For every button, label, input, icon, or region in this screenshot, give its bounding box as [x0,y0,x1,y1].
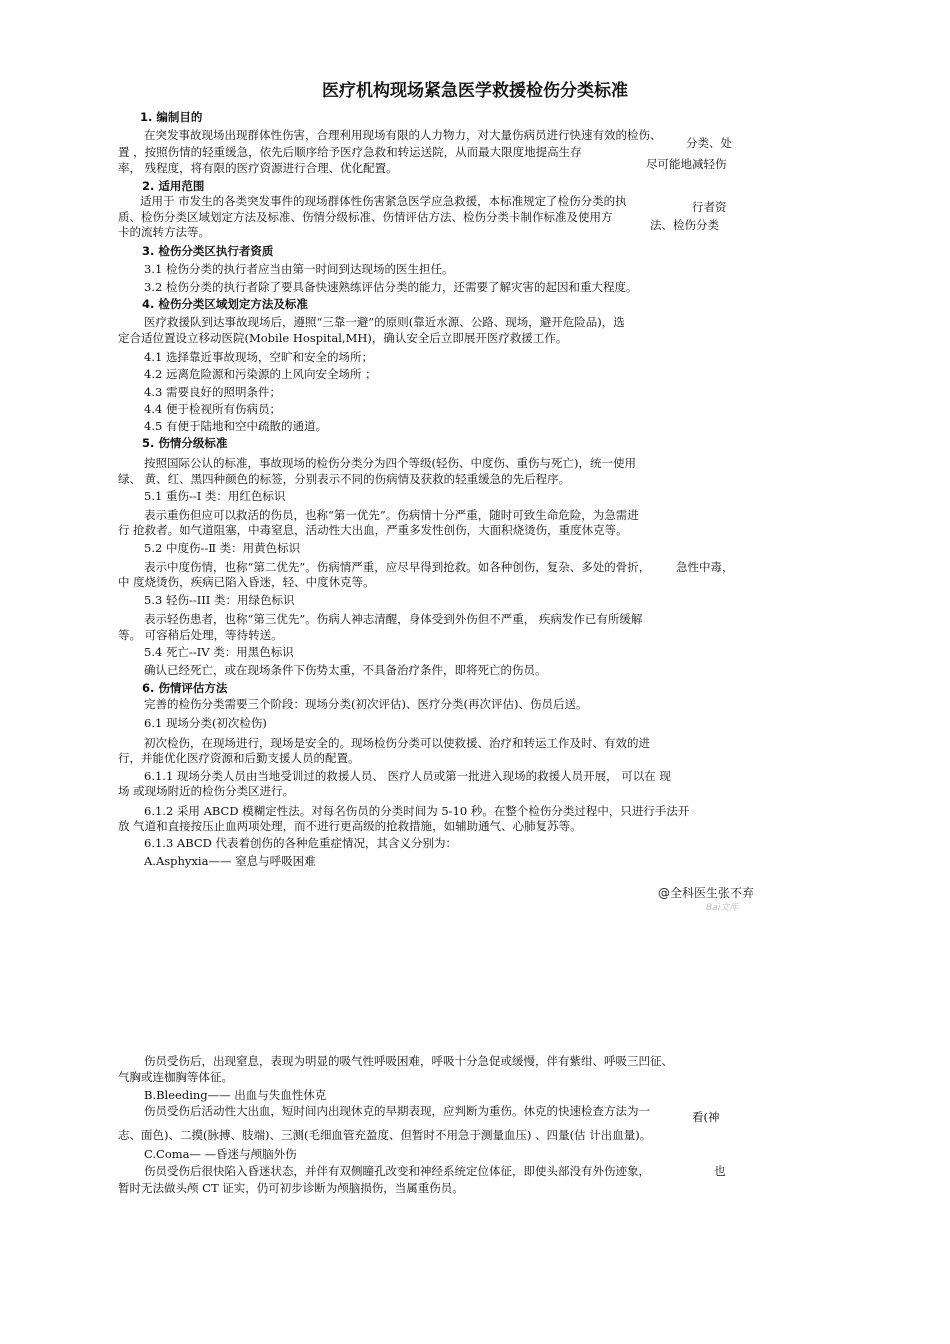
text-line: 4.4 便于检视所有伤病员； [144,402,281,416]
text-line: C.Coma— —昏迷与颅脑外伤 [144,1147,297,1161]
text-fragment: 尽可能地减轻伤 [646,157,727,171]
text-line: 6.1 现场分类(初次检伤) [144,716,267,730]
heading-1: 1. 编制目的 [140,110,203,124]
text-line: 等。 可容稍后处理，等待转送。 [118,628,283,642]
text-line: 气胸或连枷胸等体征。 [118,1070,233,1084]
text-line: 放 气道和直接按压止血两项处理，而不进行更高级的抢救措施，如辅助通气、心肺复苏等。 [118,819,582,833]
text-line: 质、检伤分类区域划定方法及标准、伤情分级标准、伤情评估方法、检伤分类卡制作标准及使用方 [118,210,613,224]
text-line: 6.1.1 现场分类人员由当地受训过的救援人员、 医疗人员或第一批进入现场的救援人员开展， 可以在 现 [144,769,671,783]
text-line: 5.2 中度伤--Ⅱ 类：用黄色标识 [144,541,301,555]
document-title: 医疗机构现场紧急医学救援检伤分类标准 [322,81,628,101]
author-watermark: @全科医生张不弃 [658,886,755,900]
text-line: 在突发事故现场出现群体性伤害，合理利用现场有限的人力物力，对大量伤病员进行快速有效的检伤、 [144,128,662,142]
text-line: 初次检伤，在现场进行，现场是安全的。现场检伤分类可以使救援、治疗和转运工作及时、有效的进 [144,736,650,750]
text-line: 4.3 需要良好的照明条件； [144,385,281,399]
text-fragment: 也 [714,1164,726,1178]
heading-3: 3. 检伤分类区执行者资质 [142,244,274,258]
text-line: 表示中度伤情，也称“第二优先”。伤病情严重，应尽早得到抢救。如各种创伤，复杂、多处的骨折， [144,560,651,574]
text-fragment: 法、检伤分类 [650,218,719,232]
text-line: B.Bleeding—— 出血与失血性休克 [144,1088,327,1102]
text-fragment: 行者资 [692,200,727,214]
text-line: 场 或现场附近的检伤分类区进行。 [118,784,295,798]
text-line: 表示重伤但应可以救活的伤员，也称“第一优先”。伤病情十分严重，随时可致生命危险，为急需进 [144,508,639,522]
text-line: 置 ，按照伤情的轻重缓急，依先后顺序给予医疗急救和转运送院，从而最大限度地提高生存 [118,145,582,159]
text-line: 5.3 轻伤--III 类：用绿色标识 [144,593,295,607]
text-line: 5.1 重伤--I 类：用红色标识 [144,489,286,503]
text-line: 确认已经死亡，或在现场条件下伤势太重，不具备治疗条件，即将死亡的伤员。 [144,663,547,677]
text-line: 率， 残程度，将有限的医疗资源进行合理、优化配置。 [118,161,398,175]
text-line: 表示轻伤患者，也称“第三优先”。伤病人神志清醒，身体受到外伤但不严重， 疾病发作已有所缓解 [144,612,643,626]
text-line: 暂时无法做头颅 CT 证实，仍可初步诊断为颅脑损伤，当属重伤员。 [118,1181,464,1195]
text-line: 中 度烧烫伤，疾病已陷入昏迷，轻、中度休克等。 [118,575,375,589]
heading-6: 6. 伤情评估方法 [142,681,228,695]
text-line: 4.1 选择靠近事故现场，空旷和安全的场所； [144,350,373,364]
text-line: 6.1.2 采用 ABCD 模糊定性法。对每名伤员的分类时间为 5-10 秒。在整个检伤分类过程中，只进行手法开 [144,804,690,818]
text-line: 5.4 死亡--IV 类：用黑色标识 [144,645,294,659]
text-line: 医疗救援队到达事故现场后，遵照“三靠一避”的原则(靠近水源、公路、现场，避开危险品)，选 [144,315,625,329]
text-line: 适用于 市发生的各类突发事件的现场群体性伤害紧急医学应急救援，本标准规定了检伤分类的执 [140,194,627,208]
text-line: 志、面色)、二摸(脉搏、肢端)、三测(毛细血管充盈度、但暂时不用急于测量血压) 、四量(估 计出血量)。 [118,1128,652,1142]
text-line: 3.2 检伤分类的执行者除了要具备快速熟练评估分类的能力，还需要了解灾害的起因和重大程度。 [144,280,638,294]
text-line: A.Asphyxia—— 窒息与呼吸困难 [144,854,316,868]
text-line: 4.5 有便于陆地和空中疏散的通道。 [144,419,327,433]
text-fragment: 看(神 [692,1110,720,1124]
heading-5: 5. 伤情分级标准 [142,436,228,450]
text-line: 按照国际公认的标准，事故现场的检伤分类分为四个等级(轻伤、中度伤、重伤与死亡)，统一使用 [144,456,636,470]
text-line: 6.1.3 ABCD 代表着创伤的各种危重症情况，其含义分别为： [144,836,458,850]
text-fragment: 分类、处 [686,136,732,150]
text-fragment: 急性中毒， [676,560,734,574]
text-line: 完善的检伤分类需要三个阶段：现场分类(初次评估)、医疗分类(再次评估)、伤员后送。 [144,697,588,711]
heading-4: 4. 检伤分类区域划定方法及标准 [142,297,308,311]
text-line: 绿、 黄、红、黑四种颜色的标签，分别表示不同的伤病情及获救的轻重缓急的先后程序。 [118,472,571,486]
text-line: 伤员受伤后，出现窒息，表现为明显的吸气性呼吸困难，呼吸十分急促或缓慢，伴有紫绀、呼吸三凹征、 [144,1054,673,1068]
text-line: 行 抢救者。如气道阻塞，中毒窒息，活动性大出血，严重多发性创伤，大面积烧烫伤，重度休克等。 [118,523,628,537]
text-line: 行，并能优化医疗资源和后勤支援人员的配置。 [118,751,360,765]
text-line: 4.2 远离危险源和污染源的上风向安全场所 ； [144,367,377,381]
text-line: 伤员受伤后很快陷入昏迷状态，并伴有双侧瞳孔改变和神经系统定位体征，即使头部没有外伤迹象， [144,1164,650,1178]
heading-2: 2. 适用范围 [142,179,205,193]
text-line: 卡的流转方法等。 [118,225,210,239]
text-line: 伤员受伤后活动性大出血，短时间内出现休克的早期表现，应判断为重伤。休克的快速检查方法为一 [144,1104,650,1118]
text-line: 定合适位置设立移动医院(Mobile Hospital,MH)，确认安全后立即展开医疗救援工作。 [118,331,568,345]
text-line: 3.1 检伤分类的执行者应当由第一时间到达现场的医生担任。 [144,262,454,276]
baidu-logo-icon: Bai文库 [706,903,739,913]
